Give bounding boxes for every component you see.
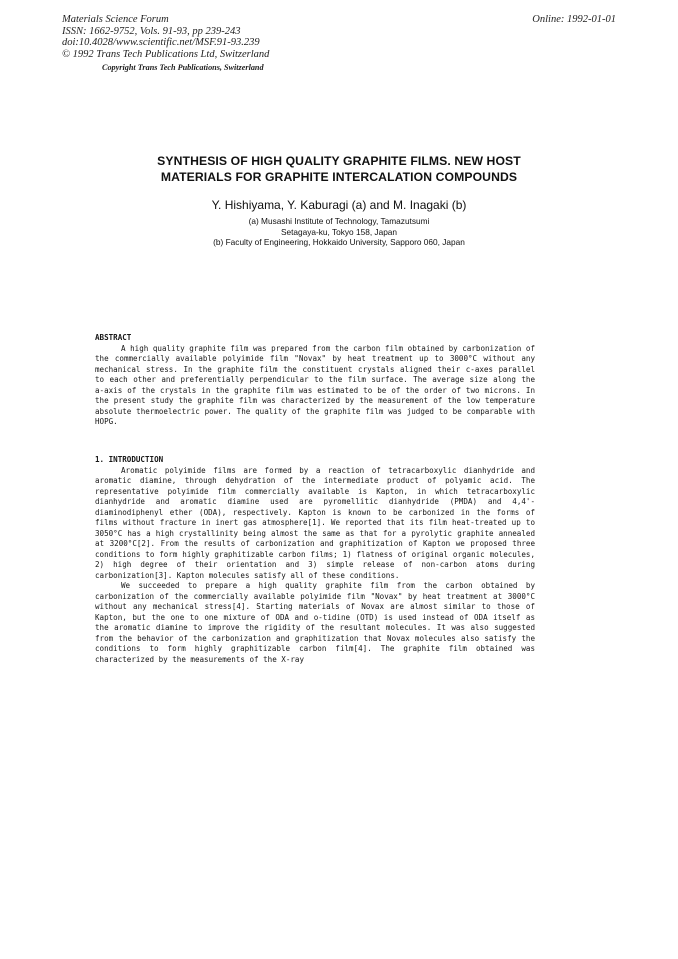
introduction-section bbox=[95, 455, 535, 665]
affiliations bbox=[100, 216, 578, 248]
copyright-line: © 1992 Trans Tech Publications Ltd, Switzerland bbox=[62, 48, 270, 60]
paper-title bbox=[100, 154, 578, 185]
author-list: Y. Hishiyama, Y. Kaburagi (a) and M. Inagaki (b) bbox=[211, 198, 467, 212]
journal-name: Materials Science Forum bbox=[62, 14, 169, 25]
issn-line: ISSN: 1662-9752, Vols. 91-93, pp 239-243 bbox=[62, 25, 241, 37]
abstract-section bbox=[95, 333, 535, 428]
online-date: Online: 1992-01-01 bbox=[532, 14, 616, 25]
introduction-paragraph-2: We succeeded to prepare a high quality graphite film from the carbon obtained by carbonization of the commercially available polyimide film "Novax" by heat treatment at 3000°C without any mechanical stress[4]. Starting materials of Novax are almost similar to those of Kapton, but the one to one mixture of ODA and o-tidine (OTD) is used instead of ODA itself as the aromatic diamine to improve the rigidity of the resultant molecules. It was also suggested from the behavior of the carbonization and graphitization that Novax molecules also satisfy the conditions to form highly graphitizable carbon film[4]. The graphite film obtained was characterized by the measurements of the X-ray bbox=[95, 581, 535, 664]
citation-header bbox=[62, 14, 269, 74]
publisher-copyright: Copyright Trans Tech Publications, Switzerland bbox=[102, 63, 264, 73]
introduction-paragraph-1: Aromatic polyimide films are formed by a reaction of tetracarboxylic dianhydride and aromatic diamine, through dehydration of the intermediate product of polyamic acid. The representative polyimide film commercially available is Kapton, in which tetracarboxylic dianhydride and aromatic diamine used are pyromellitic dianhydride (PMDA) and 4,4'-diaminodiphenyl ether (ODA), respectively. Kapton is known to be carbonized in the forms of films without fracture in inert gas atmosphere[1]. We reported that its film heat-treated up to 3050°C has a high crystallinity being almost the same as that for a pyrolytic graphite annealed at 3200°C[2]. From the results of carbonization and graphitization of Kapton we proposed three conditions to form highly graphitizable carbon films; 1) flatness of original organic molecules, 2) high degree of their orientation and 3) simple release of non-carbon atoms during carbonization[3]. Kapton molecules satisfy all of these conditions. bbox=[95, 465, 535, 580]
title-line-1: SYNTHESIS OF HIGH QUALITY GRAPHITE FILMS. NEW HOST bbox=[157, 154, 521, 168]
doi-line: doi:10.4028/www.scientific.net/MSF.91-93.239 bbox=[62, 37, 260, 49]
abstract-heading: ABSTRACT bbox=[95, 333, 132, 342]
title-line-2: MATERIALS FOR GRAPHITE INTERCALATION COMPOUNDS bbox=[160, 169, 518, 184]
affiliation-a-line-2: Setagaya-ku, Tokyo 158, Japan bbox=[280, 226, 398, 237]
abstract-text: A high quality graphite film was prepared from the carbon film obtained by carbonization of the commercially available polyimide film "Novax" by heat treatment up to 3000°C without any mechanical stress. In the graphite film the constituent crystals aligned their c-axes parallel to each other and preferentially perpendicular to the film surface. The average size along the a-axis of the crystals in the graphite film was estimated to be of the order of two microns. In the present study the graphite film was characterized by the measurement of the low temperature absolute thermoelectric power. The quality of the graphite film was judged to be comparable with HOPG. bbox=[95, 343, 535, 426]
affiliation-b: (b) Faculty of Engineering, Hokkaido University, Sapporo 060, Japan bbox=[213, 237, 465, 248]
introduction-heading: 1. INTRODUCTION bbox=[95, 455, 164, 464]
affiliation-a-line-1: (a) Musashi Institute of Technology, Tamazutsumi bbox=[248, 216, 430, 226]
